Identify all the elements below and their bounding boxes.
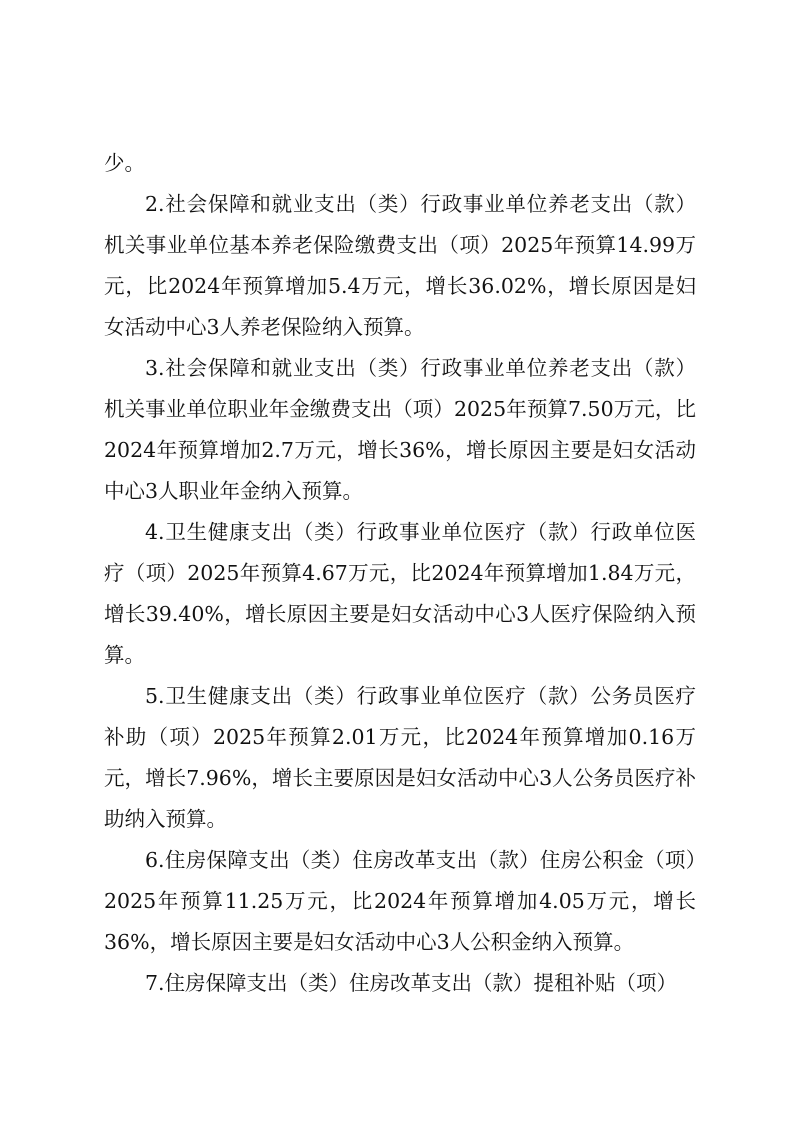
- paragraph-item-5: 5.卫生健康支出（类）行政事业单位医疗（款）公务员医疗补助（项）2025年预算2.01万元，比2024年预算增加0.16万元，增长7.96%，增长主要原因是妇女活动中心3人公务员医疗补助纳入预算。: [104, 684, 696, 831]
- paragraph-item-7: 7.住房保障支出（类）住房改革支出（款）提租补贴（项）: [145, 971, 678, 995]
- paragraph-item-3: 3.社会保障和就业支出（类）行政事业单位养老支出（款）机关事业单位职业年金缴费支出（项）2025年预算7.50万元，比2024年预算增加2.7万元，增长36%，增长原因主要是妇女活动中心3人职业年金纳入预算。: [104, 356, 696, 503]
- paragraph-item-4: 4.卫生健康支出（类）行政事业单位医疗（款）行政单位医疗（项）2025年预算4.67万元，比2024年预算增加1.84万元，增长39.40%，增长原因主要是妇女活动中心3人医疗保险纳入预算。: [104, 520, 696, 667]
- paragraph-item-6: 6.住房保障支出（类）住房改革支出（款）住房公积金（项）2025年预算11.25万元，比2024年预算增加4.05万元，增长36%，增长原因主要是妇女活动中心3人公积金纳入预算。: [104, 848, 696, 954]
- paragraph-continuation: 少。: [104, 151, 145, 175]
- body-text: [104, 143, 696, 1004]
- paragraph-item-2: 2.社会保障和就业支出（类）行政事业单位养老支出（款）机关事业单位基本养老保险缴费支出（项）2025年预算14.99万元，比2024年预算增加5.4万元，增长36.02%，增长原因是妇女活动中心3人养老保险纳入预算。: [104, 192, 696, 339]
